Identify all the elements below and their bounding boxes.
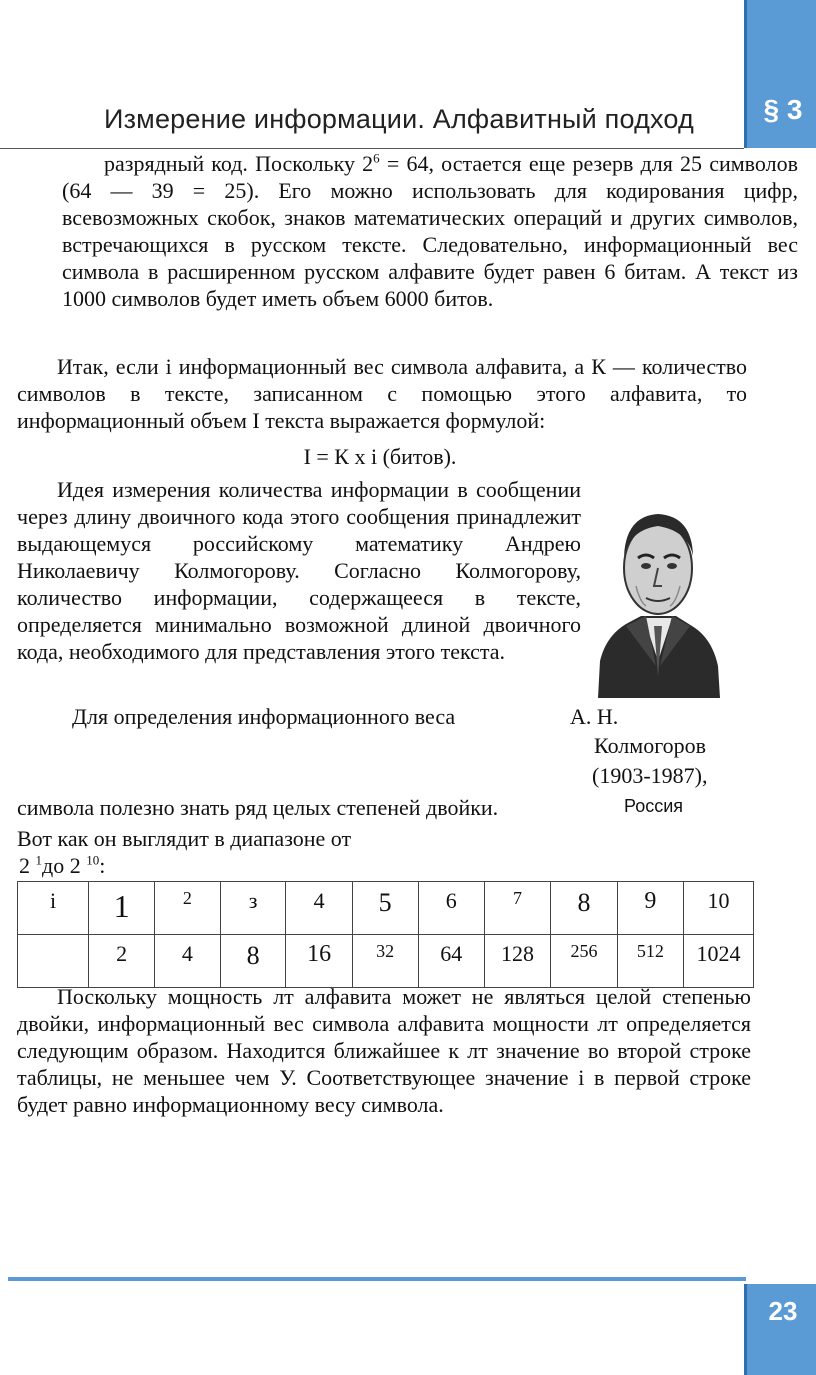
table-row [18, 882, 754, 935]
paragraph-kolmogorov [17, 476, 581, 665]
para1-start: разрядный код. Поскольку 2 [104, 151, 374, 176]
table-cell: 32 [352, 935, 418, 988]
section-number: § 3 [763, 94, 803, 125]
page-header-title: Измерение информации. Алфавитный подход [104, 104, 695, 134]
table-cell: 8 [551, 882, 617, 935]
table-cell: з [220, 882, 286, 935]
formula: I = К х i (битов). [303, 444, 457, 469]
powers-of-two-table [17, 881, 754, 988]
caption-surname: Колмогоров [594, 733, 707, 758]
table-cell: i [18, 882, 89, 935]
table-cell: 4 [155, 935, 221, 988]
paragraph-formula-intro [17, 353, 747, 434]
kolmogorov-portrait [596, 486, 720, 698]
para4-range [19, 853, 105, 879]
table-cell: 8 [220, 935, 286, 988]
table-cell: 4 [286, 882, 352, 935]
table-cell: 10 [684, 882, 754, 935]
page-number: 23 [768, 1296, 798, 1326]
para5-text: Поскольку мощность лт алфавита может не являться целой степенью двойки, информационный вес символа алфавита мощности лт определяется следующим образом. Находится ближайшее к лт значение во второй строке таблицы, не меньшее чем У. Соответствующее значение i в первой строке будет равно информационному весу символа. [17, 984, 751, 1117]
table-cell [18, 935, 89, 988]
table-cell: 2 [89, 935, 155, 988]
page-number-tab [744, 1284, 816, 1375]
range-end: : [99, 853, 106, 878]
range-exp1: 1 [35, 852, 42, 868]
para1-end: = 64, остается еще резерв для 25 [386, 151, 703, 176]
table-cell: 2 [155, 882, 221, 935]
table-cell: 5 [352, 882, 418, 935]
table-cell: 16 [286, 935, 352, 988]
table-cell: 512 [617, 935, 683, 988]
table-cell: 64 [418, 935, 484, 988]
para1-rest: символов (64 — 39 = 25). Его можно использовать для кодирования цифр, всевозможных скобок, знаков математических операций и других символов, встречающихся в русском тексте. Следовательно, информационный вес символа в расширенном русском алфавите будет равен 6 битам. А текст из 1000 символов будет иметь объем 6000 битов. [62, 151, 798, 311]
range-mid: до 2 [42, 853, 81, 878]
caption-country: Россия [624, 796, 684, 816]
table-cell: 1 [89, 882, 155, 935]
section-tab [744, 0, 816, 148]
para3-text: Идея измерения количества информации в сообщении через длину двоичного кода этого сообщения принадлежит выдающемуся российскому математику Андрею Николаевичу Колмогорову. Согласно Колмогорову, количество информации, содержащееся в тексте, определяется минимально возможной длиной двоичного кода, необходимого для представления этого текста. [17, 477, 581, 664]
paragraph-continued [62, 150, 798, 312]
table-cell: 7 [484, 882, 551, 935]
header-divider [0, 148, 744, 149]
table-cell: 9 [617, 882, 683, 935]
caption-years: (1903-1987), [592, 763, 708, 788]
paragraph-alphabet-power [17, 983, 751, 1118]
para1-exponent: 6 [373, 150, 380, 166]
table-cell: 6 [418, 882, 484, 935]
table-cell: 256 [551, 935, 617, 988]
para4-line3: Вот как он выглядит в диапазоне от [17, 826, 352, 851]
table-row [18, 935, 754, 988]
para4-line1: Для определения информационного веса [72, 704, 456, 729]
para4-line2: символа полезно знать ряд целых степеней двойки. [17, 795, 499, 820]
caption-initials: А. Н. [570, 704, 619, 729]
footer-divider [8, 1277, 746, 1281]
table-cell: 128 [484, 935, 551, 988]
para2-text: Итак, если i информационный вес символа алфавита, а К — количество символов в тексте, записанном с помощью этого алфавита, то информационный объем I текста выражается формулой: [17, 354, 747, 433]
range-base1: 2 [19, 853, 30, 878]
table-cell: 1024 [684, 935, 754, 988]
range-exp2: 10 [86, 852, 100, 868]
